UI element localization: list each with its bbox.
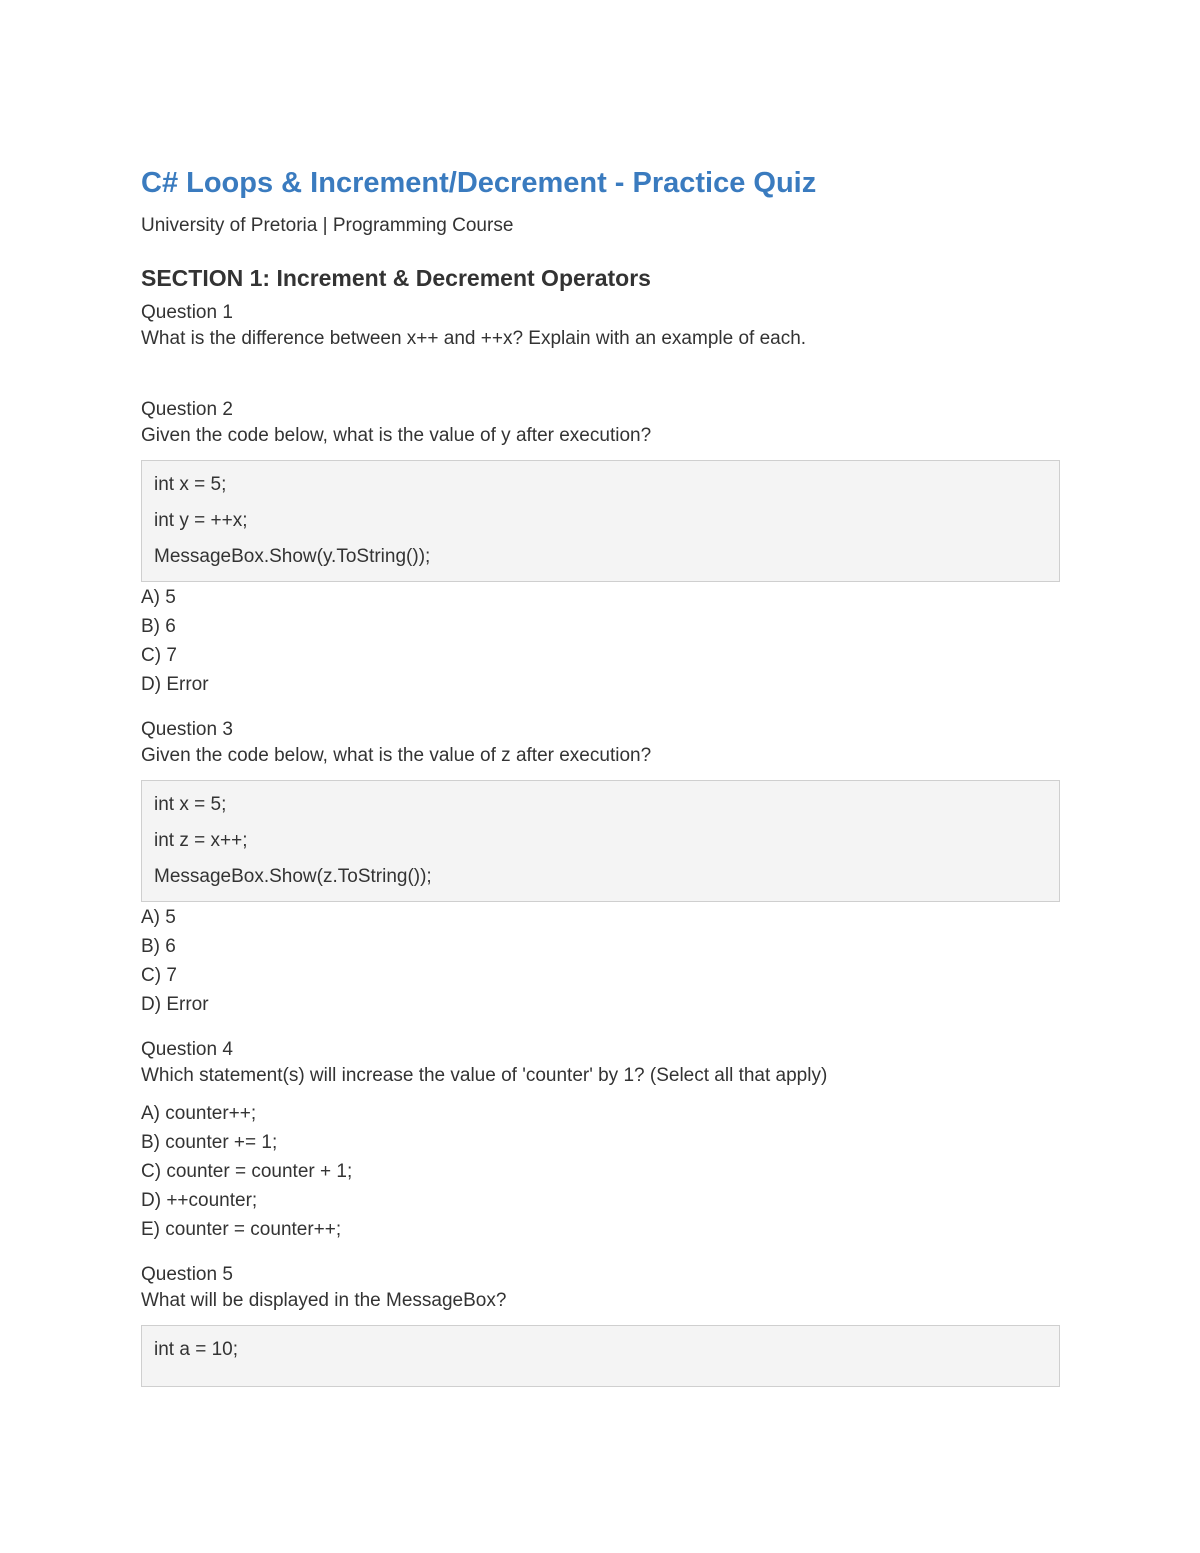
question-1	[141, 300, 1061, 352]
answer-option-a: A) counter++;	[141, 1103, 257, 1124]
question-text: What will be displayed in the MessageBox?	[141, 1290, 507, 1311]
code-line: int a = 10;	[154, 1339, 238, 1360]
question-label: Question 1	[141, 302, 233, 323]
question-label: Question 2	[141, 399, 233, 420]
answer-option-d: D) Error	[141, 994, 209, 1015]
answer-option-a: A) 5	[141, 587, 176, 608]
question-text: Given the code below, what is the value of z after execution?	[141, 745, 652, 766]
answer-options	[141, 1099, 1061, 1244]
answer-option-d: D) ++counter;	[141, 1190, 258, 1211]
answer-option-a: A) 5	[141, 907, 176, 928]
answer-option-b: B) counter += 1;	[141, 1132, 278, 1153]
question-label: Question 4	[141, 1039, 233, 1060]
code-line: int x = 5;	[154, 794, 227, 815]
question-2	[141, 397, 1061, 699]
question-4	[141, 1037, 1061, 1244]
answer-option-d: D) Error	[141, 674, 209, 695]
question-text: Given the code below, what is the value of y after execution?	[141, 425, 652, 446]
answer-options	[141, 583, 1061, 699]
code-line: MessageBox.Show(y.ToString());	[154, 546, 431, 567]
answer-options	[141, 903, 1061, 1019]
question-label: Question 5	[141, 1264, 233, 1285]
answer-option-c: C) counter = counter + 1;	[141, 1161, 353, 1182]
question-text: Which statement(s) will increase the value of 'counter' by 1? (Select all that apply)	[141, 1065, 828, 1086]
answer-option-b: B) 6	[141, 936, 176, 957]
answer-option-c: C) 7	[141, 645, 177, 666]
code-line: MessageBox.Show(z.ToString());	[154, 866, 432, 887]
question-label: Question 3	[141, 719, 233, 740]
answer-option-e: E) counter = counter++;	[141, 1219, 342, 1240]
code-block	[141, 460, 1060, 582]
code-line: int x = 5;	[154, 474, 227, 495]
answer-option-b: B) 6	[141, 616, 176, 637]
page-title: C# Loops & Increment/Decrement - Practice Quiz	[141, 167, 817, 199]
answer-option-c: C) 7	[141, 965, 177, 986]
code-line: int y = ++x;	[154, 510, 248, 531]
question-3	[141, 717, 1061, 1019]
code-line: int z = x++;	[154, 830, 248, 851]
code-block	[141, 780, 1060, 902]
quiz-page	[141, 164, 1061, 1388]
question-5	[141, 1262, 1061, 1387]
page-subtitle: University of Pretoria | Programming Course	[141, 215, 514, 236]
section-heading: SECTION 1: Increment & Decrement Operators	[141, 265, 651, 291]
code-block	[141, 1325, 1060, 1387]
question-text: What is the difference between x++ and ++x? Explain with an example of each.	[141, 328, 807, 349]
